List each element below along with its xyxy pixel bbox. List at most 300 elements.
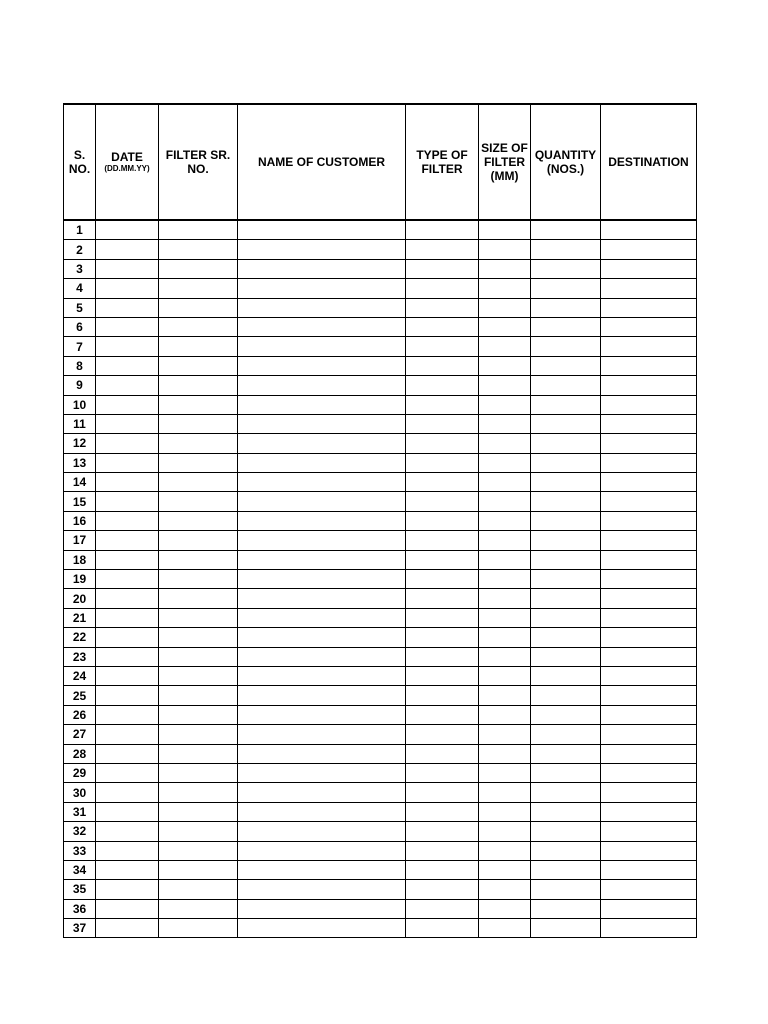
customer-cell[interactable] <box>238 259 406 278</box>
quantity-cell[interactable] <box>531 550 601 569</box>
type-cell[interactable] <box>406 899 479 918</box>
quantity-cell[interactable] <box>531 511 601 530</box>
quantity-cell[interactable] <box>531 492 601 511</box>
row-number: 30 <box>64 783 96 802</box>
type-cell[interactable] <box>406 841 479 860</box>
size-cell[interactable] <box>479 763 531 782</box>
type-cell[interactable] <box>406 376 479 395</box>
date-cell[interactable] <box>96 763 159 782</box>
customer-cell[interactable] <box>238 453 406 472</box>
destination-cell[interactable] <box>601 725 697 744</box>
quantity-cell[interactable] <box>531 686 601 705</box>
size-cell[interactable] <box>479 666 531 685</box>
type-cell[interactable] <box>406 647 479 666</box>
date-cell[interactable] <box>96 356 159 375</box>
filter-sr-cell[interactable] <box>159 240 238 259</box>
date-cell[interactable] <box>96 434 159 453</box>
type-cell[interactable] <box>406 628 479 647</box>
customer-cell[interactable] <box>238 279 406 298</box>
size-cell[interactable] <box>479 899 531 918</box>
quantity-cell[interactable] <box>531 608 601 627</box>
col-header-filter-type <box>406 104 479 220</box>
filter-sr-cell[interactable] <box>159 414 238 433</box>
size-cell[interactable] <box>479 220 531 240</box>
filter-sr-cell[interactable] <box>159 298 238 317</box>
customer-cell[interactable] <box>238 686 406 705</box>
destination-cell[interactable] <box>601 589 697 608</box>
size-cell[interactable] <box>479 802 531 821</box>
customer-cell[interactable] <box>238 473 406 492</box>
size-cell[interactable] <box>479 414 531 433</box>
destination-cell[interactable] <box>601 550 697 569</box>
table-row <box>64 686 697 705</box>
size-cell[interactable] <box>479 337 531 356</box>
date-cell[interactable] <box>96 783 159 802</box>
col-header-quantity <box>531 104 601 220</box>
destination-cell[interactable] <box>601 453 697 472</box>
customer-cell[interactable] <box>238 511 406 530</box>
filter-sr-cell[interactable] <box>159 376 238 395</box>
date-cell[interactable] <box>96 376 159 395</box>
type-cell[interactable] <box>406 725 479 744</box>
filter-sr-cell[interactable] <box>159 511 238 530</box>
destination-cell[interactable] <box>601 899 697 918</box>
type-cell[interactable] <box>406 414 479 433</box>
quantity-cell[interactable] <box>531 570 601 589</box>
col-header-size-line3: (MM) <box>490 169 519 183</box>
customer-cell[interactable] <box>238 783 406 802</box>
destination-cell[interactable] <box>601 414 697 433</box>
size-cell[interactable] <box>479 492 531 511</box>
customer-cell[interactable] <box>238 395 406 414</box>
date-cell[interactable] <box>96 919 159 938</box>
date-cell[interactable] <box>96 628 159 647</box>
filter-sr-cell[interactable] <box>159 919 238 938</box>
type-cell[interactable] <box>406 511 479 530</box>
filter-sr-cell[interactable] <box>159 899 238 918</box>
quantity-cell[interactable] <box>531 705 601 724</box>
customer-cell[interactable] <box>238 802 406 821</box>
col-header-sno-line1: S. <box>73 148 86 162</box>
filter-sr-cell[interactable] <box>159 763 238 782</box>
filter-sr-cell[interactable] <box>159 453 238 472</box>
quantity-cell[interactable] <box>531 259 601 278</box>
table-row <box>64 705 697 724</box>
customer-cell[interactable] <box>238 550 406 569</box>
date-cell[interactable] <box>96 220 159 240</box>
destination-cell[interactable] <box>601 473 697 492</box>
destination-cell[interactable] <box>601 259 697 278</box>
destination-cell[interactable] <box>601 356 697 375</box>
filter-sr-cell[interactable] <box>159 647 238 666</box>
quantity-cell[interactable] <box>531 822 601 841</box>
table-row <box>64 841 697 860</box>
date-cell[interactable] <box>96 259 159 278</box>
destination-cell[interactable] <box>601 763 697 782</box>
row-number: 12 <box>64 434 96 453</box>
customer-cell[interactable] <box>238 531 406 550</box>
size-cell[interactable] <box>479 686 531 705</box>
destination-cell[interactable] <box>601 802 697 821</box>
quantity-cell[interactable] <box>531 279 601 298</box>
destination-cell[interactable] <box>601 822 697 841</box>
date-cell[interactable] <box>96 298 159 317</box>
filter-sr-cell[interactable] <box>159 860 238 879</box>
quantity-cell[interactable] <box>531 376 601 395</box>
type-cell[interactable] <box>406 259 479 278</box>
size-cell[interactable] <box>479 511 531 530</box>
type-cell[interactable] <box>406 919 479 938</box>
customer-cell[interactable] <box>238 434 406 453</box>
customer-cell[interactable] <box>238 589 406 608</box>
customer-cell[interactable] <box>238 240 406 259</box>
date-cell[interactable] <box>96 802 159 821</box>
table-row <box>64 414 697 433</box>
date-cell[interactable] <box>96 473 159 492</box>
date-cell[interactable] <box>96 453 159 472</box>
destination-cell[interactable] <box>601 531 697 550</box>
date-cell[interactable] <box>96 531 159 550</box>
quantity-cell[interactable] <box>531 919 601 938</box>
filter-sr-cell[interactable] <box>159 705 238 724</box>
filter-sr-cell[interactable] <box>159 725 238 744</box>
destination-cell[interactable] <box>601 376 697 395</box>
size-cell[interactable] <box>479 783 531 802</box>
size-cell[interactable] <box>479 647 531 666</box>
table-row <box>64 589 697 608</box>
filter-sr-cell[interactable] <box>159 434 238 453</box>
quantity-cell[interactable] <box>531 802 601 821</box>
date-cell[interactable] <box>96 666 159 685</box>
size-cell[interactable] <box>479 279 531 298</box>
filter-sr-cell[interactable] <box>159 259 238 278</box>
type-cell[interactable] <box>406 822 479 841</box>
size-cell[interactable] <box>479 298 531 317</box>
col-header-sno-line2: NO. <box>68 162 91 176</box>
customer-cell[interactable] <box>238 919 406 938</box>
quantity-cell[interactable] <box>531 666 601 685</box>
quantity-cell[interactable] <box>531 414 601 433</box>
filter-sr-cell[interactable] <box>159 395 238 414</box>
size-cell[interactable] <box>479 725 531 744</box>
customer-cell[interactable] <box>238 705 406 724</box>
size-cell[interactable] <box>479 860 531 879</box>
customer-cell[interactable] <box>238 298 406 317</box>
date-cell[interactable] <box>96 899 159 918</box>
filter-sr-cell[interactable] <box>159 550 238 569</box>
quantity-cell[interactable] <box>531 531 601 550</box>
type-cell[interactable] <box>406 763 479 782</box>
date-cell[interactable] <box>96 860 159 879</box>
size-cell[interactable] <box>479 376 531 395</box>
size-cell[interactable] <box>479 317 531 336</box>
filter-sr-cell[interactable] <box>159 492 238 511</box>
date-cell[interactable] <box>96 647 159 666</box>
customer-cell[interactable] <box>238 570 406 589</box>
row-number: 36 <box>64 899 96 918</box>
type-cell[interactable] <box>406 686 479 705</box>
customer-cell[interactable] <box>238 880 406 899</box>
filter-sr-cell[interactable] <box>159 570 238 589</box>
filter-sr-cell[interactable] <box>159 841 238 860</box>
row-number: 9 <box>64 376 96 395</box>
size-cell[interactable] <box>479 705 531 724</box>
size-cell[interactable] <box>479 453 531 472</box>
customer-cell[interactable] <box>238 337 406 356</box>
filter-sr-cell[interactable] <box>159 686 238 705</box>
table-row <box>64 725 697 744</box>
filter-sr-cell[interactable] <box>159 220 238 240</box>
type-cell[interactable] <box>406 434 479 453</box>
quantity-cell[interactable] <box>531 453 601 472</box>
filter-sr-cell[interactable] <box>159 666 238 685</box>
filter-sr-cell[interactable] <box>159 473 238 492</box>
type-cell[interactable] <box>406 666 479 685</box>
row-number: 4 <box>64 279 96 298</box>
size-cell[interactable] <box>479 822 531 841</box>
date-cell[interactable] <box>96 570 159 589</box>
quantity-cell[interactable] <box>531 589 601 608</box>
customer-cell[interactable] <box>238 356 406 375</box>
date-cell[interactable] <box>96 550 159 569</box>
destination-cell[interactable] <box>601 434 697 453</box>
destination-cell[interactable] <box>601 492 697 511</box>
quantity-cell[interactable] <box>531 744 601 763</box>
destination-cell[interactable] <box>601 240 697 259</box>
type-cell[interactable] <box>406 744 479 763</box>
customer-cell[interactable] <box>238 220 406 240</box>
table-row <box>64 919 697 938</box>
customer-cell[interactable] <box>238 822 406 841</box>
row-number: 20 <box>64 589 96 608</box>
customer-cell[interactable] <box>238 608 406 627</box>
quantity-cell[interactable] <box>531 356 601 375</box>
filter-sr-cell[interactable] <box>159 628 238 647</box>
quantity-cell[interactable] <box>531 473 601 492</box>
row-number: 22 <box>64 628 96 647</box>
date-cell[interactable] <box>96 240 159 259</box>
type-cell[interactable] <box>406 337 479 356</box>
filter-sr-cell[interactable] <box>159 880 238 899</box>
row-number: 17 <box>64 531 96 550</box>
filter-sr-cell[interactable] <box>159 531 238 550</box>
customer-cell[interactable] <box>238 414 406 433</box>
row-number: 6 <box>64 317 96 336</box>
row-number: 16 <box>64 511 96 530</box>
table-row <box>64 395 697 414</box>
type-cell[interactable] <box>406 298 479 317</box>
quantity-cell[interactable] <box>531 725 601 744</box>
date-cell[interactable] <box>96 589 159 608</box>
destination-cell[interactable] <box>601 317 697 336</box>
size-cell[interactable] <box>479 880 531 899</box>
type-cell[interactable] <box>406 395 479 414</box>
filter-sr-cell[interactable] <box>159 783 238 802</box>
date-cell[interactable] <box>96 841 159 860</box>
quantity-cell[interactable] <box>531 434 601 453</box>
size-cell[interactable] <box>479 628 531 647</box>
type-cell[interactable] <box>406 550 479 569</box>
destination-cell[interactable] <box>601 666 697 685</box>
table-row <box>64 531 697 550</box>
filter-sr-cell[interactable] <box>159 744 238 763</box>
size-cell[interactable] <box>479 473 531 492</box>
type-cell[interactable] <box>406 356 479 375</box>
type-cell[interactable] <box>406 802 479 821</box>
size-cell[interactable] <box>479 570 531 589</box>
date-cell[interactable] <box>96 337 159 356</box>
size-cell[interactable] <box>479 434 531 453</box>
size-cell[interactable] <box>479 240 531 259</box>
quantity-cell[interactable] <box>531 240 601 259</box>
destination-cell[interactable] <box>601 880 697 899</box>
customer-cell[interactable] <box>238 763 406 782</box>
size-cell[interactable] <box>479 259 531 278</box>
filter-sr-cell[interactable] <box>159 608 238 627</box>
type-cell[interactable] <box>406 240 479 259</box>
date-cell[interactable] <box>96 608 159 627</box>
filter-sr-cell[interactable] <box>159 822 238 841</box>
table-row <box>64 783 697 802</box>
date-cell[interactable] <box>96 705 159 724</box>
customer-cell[interactable] <box>238 666 406 685</box>
date-cell[interactable] <box>96 744 159 763</box>
quantity-cell[interactable] <box>531 337 601 356</box>
destination-cell[interactable] <box>601 919 697 938</box>
row-number: 1 <box>64 220 96 240</box>
destination-cell[interactable] <box>601 783 697 802</box>
size-cell[interactable] <box>479 356 531 375</box>
destination-cell[interactable] <box>601 841 697 860</box>
customer-cell[interactable] <box>238 492 406 511</box>
quantity-cell[interactable] <box>531 628 601 647</box>
size-cell[interactable] <box>479 919 531 938</box>
type-cell[interactable] <box>406 220 479 240</box>
date-cell[interactable] <box>96 880 159 899</box>
type-cell[interactable] <box>406 473 479 492</box>
col-header-filter-sr-line1: FILTER SR. <box>165 148 231 162</box>
col-header-type-line2: FILTER <box>421 162 463 176</box>
filter-sr-cell[interactable] <box>159 356 238 375</box>
table-row <box>64 608 697 627</box>
table-row <box>64 822 697 841</box>
customer-cell[interactable] <box>238 725 406 744</box>
row-number: 24 <box>64 666 96 685</box>
size-cell[interactable] <box>479 744 531 763</box>
date-cell[interactable] <box>96 511 159 530</box>
type-cell[interactable] <box>406 783 479 802</box>
destination-cell[interactable] <box>601 570 697 589</box>
date-cell[interactable] <box>96 395 159 414</box>
customer-cell[interactable] <box>238 317 406 336</box>
row-number: 21 <box>64 608 96 627</box>
row-number: 31 <box>64 802 96 821</box>
destination-cell[interactable] <box>601 628 697 647</box>
quantity-cell[interactable] <box>531 841 601 860</box>
quantity-cell[interactable] <box>531 899 601 918</box>
type-cell[interactable] <box>406 589 479 608</box>
destination-cell[interactable] <box>601 705 697 724</box>
customer-cell[interactable] <box>238 860 406 879</box>
quantity-cell[interactable] <box>531 298 601 317</box>
date-cell[interactable] <box>96 279 159 298</box>
destination-cell[interactable] <box>601 279 697 298</box>
customer-cell[interactable] <box>238 376 406 395</box>
size-cell[interactable] <box>479 841 531 860</box>
quantity-cell[interactable] <box>531 647 601 666</box>
destination-cell[interactable] <box>601 337 697 356</box>
row-number: 26 <box>64 705 96 724</box>
type-cell[interactable] <box>406 279 479 298</box>
destination-cell[interactable] <box>601 647 697 666</box>
destination-cell[interactable] <box>601 608 697 627</box>
quantity-cell[interactable] <box>531 880 601 899</box>
quantity-cell[interactable] <box>531 783 601 802</box>
filter-sr-cell[interactable] <box>159 279 238 298</box>
date-cell[interactable] <box>96 686 159 705</box>
row-number: 29 <box>64 763 96 782</box>
customer-cell[interactable] <box>238 628 406 647</box>
quantity-cell[interactable] <box>531 317 601 336</box>
type-cell[interactable] <box>406 860 479 879</box>
type-cell[interactable] <box>406 317 479 336</box>
date-cell[interactable] <box>96 414 159 433</box>
destination-cell[interactable] <box>601 511 697 530</box>
filter-sr-cell[interactable] <box>159 337 238 356</box>
size-cell[interactable] <box>479 550 531 569</box>
destination-cell[interactable] <box>601 686 697 705</box>
type-cell[interactable] <box>406 453 479 472</box>
destination-cell[interactable] <box>601 395 697 414</box>
row-number: 32 <box>64 822 96 841</box>
type-cell[interactable] <box>406 705 479 724</box>
type-cell[interactable] <box>406 570 479 589</box>
size-cell[interactable] <box>479 395 531 414</box>
size-cell[interactable] <box>479 531 531 550</box>
row-number: 7 <box>64 337 96 356</box>
filter-sr-cell[interactable] <box>159 317 238 336</box>
type-cell[interactable] <box>406 492 479 511</box>
quantity-cell[interactable] <box>531 763 601 782</box>
destination-cell[interactable] <box>601 744 697 763</box>
col-header-quantity-line1: QUANTITY <box>534 148 597 162</box>
customer-cell[interactable] <box>238 841 406 860</box>
date-cell[interactable] <box>96 317 159 336</box>
date-cell[interactable] <box>96 725 159 744</box>
date-cell[interactable] <box>96 492 159 511</box>
size-cell[interactable] <box>479 589 531 608</box>
customer-cell[interactable] <box>238 899 406 918</box>
type-cell[interactable] <box>406 531 479 550</box>
quantity-cell[interactable] <box>531 860 601 879</box>
customer-cell[interactable] <box>238 744 406 763</box>
destination-cell[interactable] <box>601 298 697 317</box>
col-header-size-line1: SIZE OF <box>481 141 528 155</box>
filter-sr-cell[interactable] <box>159 589 238 608</box>
type-cell[interactable] <box>406 608 479 627</box>
destination-cell[interactable] <box>601 220 697 240</box>
destination-cell[interactable] <box>601 860 697 879</box>
size-cell[interactable] <box>479 608 531 627</box>
quantity-cell[interactable] <box>531 220 601 240</box>
customer-cell[interactable] <box>238 647 406 666</box>
date-cell[interactable] <box>96 822 159 841</box>
filter-sr-cell[interactable] <box>159 802 238 821</box>
quantity-cell[interactable] <box>531 395 601 414</box>
row-number: 5 <box>64 298 96 317</box>
type-cell[interactable] <box>406 880 479 899</box>
table-row <box>64 666 697 685</box>
